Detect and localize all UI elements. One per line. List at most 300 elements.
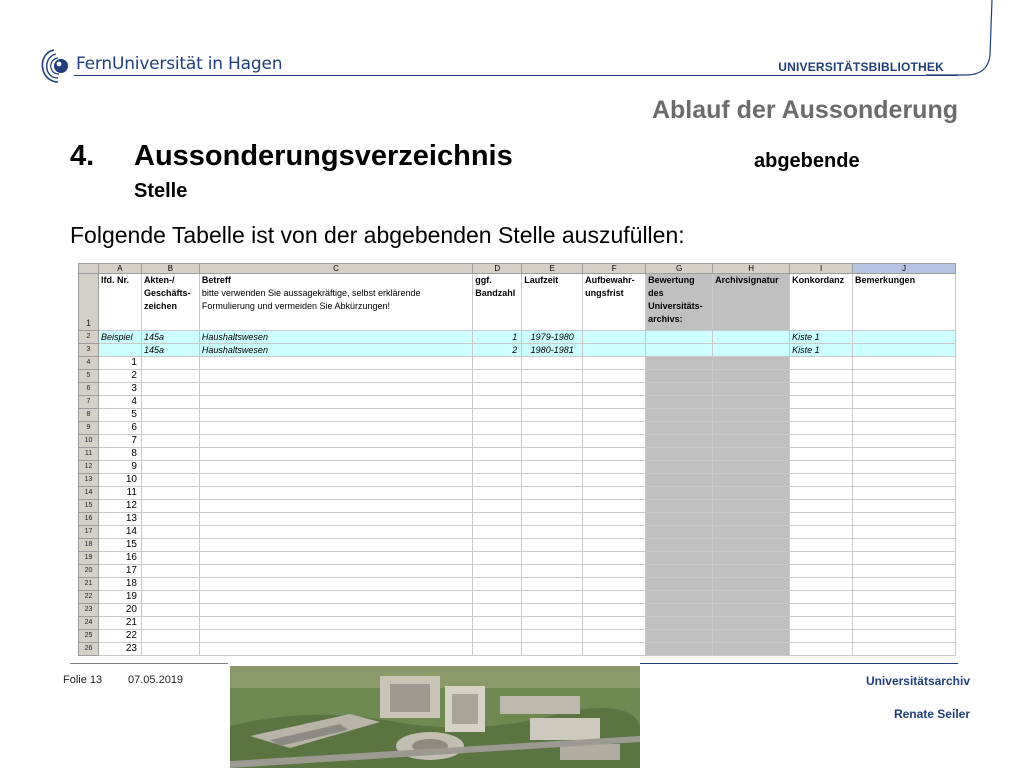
heading-tail-line1: abgebende [754, 150, 860, 172]
cell-i[interactable] [790, 474, 853, 487]
cell-i[interactable] [790, 409, 853, 422]
cell-h[interactable] [713, 526, 790, 539]
cell-g[interactable] [646, 331, 713, 344]
header-cell-konkordanz[interactable]: Konkordanz [790, 274, 853, 331]
cell-f[interactable] [583, 578, 646, 591]
cell-f[interactable] [583, 552, 646, 565]
cell-j[interactable] [853, 461, 956, 474]
cell-j[interactable] [853, 643, 956, 656]
row-number[interactable]: 3 [79, 344, 99, 357]
cell-j[interactable] [853, 500, 956, 513]
column-header[interactable]: D [473, 264, 522, 274]
cell-c[interactable] [199, 513, 472, 526]
cell-j[interactable] [853, 331, 956, 344]
row-number[interactable]: 23 [79, 604, 99, 617]
row-number[interactable]: 9 [79, 422, 99, 435]
cell-h[interactable] [713, 591, 790, 604]
cell-d[interactable] [473, 500, 522, 513]
cell-g[interactable] [646, 487, 713, 500]
cell-d[interactable] [473, 539, 522, 552]
cell-d[interactable] [473, 409, 522, 422]
cell-j[interactable] [853, 630, 956, 643]
cell-j[interactable] [853, 396, 956, 409]
select-all-corner[interactable] [79, 264, 99, 274]
row-number[interactable]: 5 [79, 370, 99, 383]
cell-b[interactable] [141, 474, 199, 487]
cell-b[interactable] [141, 487, 199, 500]
cell-i[interactable] [790, 604, 853, 617]
cell-e[interactable] [522, 435, 583, 448]
cell-c[interactable] [199, 461, 472, 474]
cell-e[interactable] [522, 617, 583, 630]
cell-i[interactable]: Kiste 1 [790, 331, 853, 344]
cell-a[interactable]: 1 [98, 357, 141, 370]
cell-j[interactable] [853, 487, 956, 500]
cell-d[interactable] [473, 578, 522, 591]
header-cell-betreff[interactable] [199, 274, 472, 331]
row-number[interactable]: 14 [79, 487, 99, 500]
cell-a[interactable]: 6 [98, 422, 141, 435]
cell-f[interactable] [583, 435, 646, 448]
cell-g[interactable] [646, 435, 713, 448]
cell-d[interactable] [473, 552, 522, 565]
row-number[interactable]: 1 [79, 274, 99, 331]
cell-f[interactable] [583, 357, 646, 370]
cell-f[interactable] [583, 604, 646, 617]
cell-f[interactable] [583, 370, 646, 383]
cell-h[interactable] [713, 422, 790, 435]
cell-f[interactable] [583, 331, 646, 344]
row-number[interactable]: 20 [79, 565, 99, 578]
cell-g[interactable] [646, 617, 713, 630]
row-number[interactable]: 16 [79, 513, 99, 526]
cell-i[interactable] [790, 461, 853, 474]
cell-c[interactable] [199, 409, 472, 422]
cell-h[interactable] [713, 370, 790, 383]
cell-b[interactable] [141, 422, 199, 435]
cell-e[interactable] [522, 474, 583, 487]
cell-b[interactable] [141, 409, 199, 422]
header-cell-bandzahl[interactable]: ggf. Bandzahl [473, 274, 522, 331]
cell-d[interactable] [473, 604, 522, 617]
cell-e[interactable] [522, 487, 583, 500]
header-cell-aktenzeichen[interactable]: Akten-/ Geschäfts-zeichen [141, 274, 199, 331]
cell-g[interactable] [646, 370, 713, 383]
cell-g[interactable] [646, 565, 713, 578]
cell-h[interactable] [713, 500, 790, 513]
cell-h[interactable] [713, 474, 790, 487]
cell-d[interactable] [473, 513, 522, 526]
cell-d[interactable] [473, 435, 522, 448]
cell-c[interactable] [199, 630, 472, 643]
cell-b[interactable] [141, 526, 199, 539]
cell-a[interactable]: 15 [98, 539, 141, 552]
cell-f[interactable] [583, 643, 646, 656]
cell-c[interactable] [199, 565, 472, 578]
cell-i[interactable] [790, 591, 853, 604]
cell-i[interactable] [790, 513, 853, 526]
cell-f[interactable] [583, 487, 646, 500]
cell-c[interactable] [199, 435, 472, 448]
cell-e[interactable] [522, 383, 583, 396]
cell-d[interactable] [473, 565, 522, 578]
cell-d[interactable] [473, 591, 522, 604]
column-header[interactable]: C [199, 264, 472, 274]
cell-h[interactable] [713, 565, 790, 578]
cell-d[interactable] [473, 630, 522, 643]
cell-c[interactable] [199, 604, 472, 617]
cell-a[interactable]: 10 [98, 474, 141, 487]
row-number[interactable]: 18 [79, 539, 99, 552]
cell-h[interactable] [713, 396, 790, 409]
cell-c[interactable] [199, 357, 472, 370]
cell-c[interactable] [199, 487, 472, 500]
cell-f[interactable] [583, 500, 646, 513]
cell-h[interactable] [713, 617, 790, 630]
cell-f[interactable] [583, 383, 646, 396]
cell-b[interactable] [141, 578, 199, 591]
cell-h[interactable] [713, 435, 790, 448]
cell-c[interactable] [199, 383, 472, 396]
cell-a[interactable]: 13 [98, 513, 141, 526]
column-header[interactable]: J [853, 264, 956, 274]
cell-i[interactable] [790, 422, 853, 435]
cell-c[interactable] [199, 591, 472, 604]
cell-e[interactable] [522, 565, 583, 578]
cell-h[interactable] [713, 487, 790, 500]
cell-g[interactable] [646, 591, 713, 604]
cell-i[interactable] [790, 487, 853, 500]
cell-h[interactable] [713, 331, 790, 344]
cell-i[interactable] [790, 578, 853, 591]
column-header[interactable]: E [522, 264, 583, 274]
cell-i[interactable] [790, 383, 853, 396]
cell-g[interactable] [646, 526, 713, 539]
cell-c[interactable] [199, 526, 472, 539]
cell-i[interactable] [790, 370, 853, 383]
cell-j[interactable] [853, 513, 956, 526]
cell-f[interactable] [583, 422, 646, 435]
cell-d[interactable] [473, 383, 522, 396]
cell-d[interactable] [473, 487, 522, 500]
row-number[interactable]: 25 [79, 630, 99, 643]
cell-e[interactable] [522, 500, 583, 513]
cell-a[interactable]: 20 [98, 604, 141, 617]
cell-a[interactable]: 22 [98, 630, 141, 643]
cell-d[interactable] [473, 422, 522, 435]
cell-j[interactable] [853, 383, 956, 396]
cell-g[interactable] [646, 500, 713, 513]
header-cell-bewertung[interactable]: Bewertung des Universitäts-archivs: [646, 274, 713, 331]
cell-f[interactable] [583, 461, 646, 474]
row-number[interactable]: 4 [79, 357, 99, 370]
cell-h[interactable] [713, 409, 790, 422]
column-header[interactable]: H [713, 264, 790, 274]
cell-g[interactable] [646, 539, 713, 552]
cell-j[interactable] [853, 422, 956, 435]
cell-b[interactable] [141, 513, 199, 526]
cell-f[interactable] [583, 409, 646, 422]
cell-b[interactable]: 145a [141, 331, 199, 344]
cell-g[interactable] [646, 578, 713, 591]
cell-g[interactable] [646, 383, 713, 396]
row-number[interactable]: 24 [79, 617, 99, 630]
cell-d[interactable] [473, 643, 522, 656]
cell-d[interactable]: 1 [473, 331, 522, 344]
row-number[interactable]: 2 [79, 331, 99, 344]
cell-i[interactable] [790, 396, 853, 409]
cell-h[interactable] [713, 461, 790, 474]
header-cell-bemerkungen[interactable]: Bemerkungen [853, 274, 956, 331]
row-number[interactable]: 6 [79, 383, 99, 396]
cell-i[interactable] [790, 630, 853, 643]
cell-b[interactable] [141, 435, 199, 448]
cell-b[interactable] [141, 461, 199, 474]
cell-c[interactable]: Haushaltswesen [199, 344, 472, 357]
cell-j[interactable] [853, 435, 956, 448]
row-number[interactable]: 12 [79, 461, 99, 474]
cell-a[interactable]: 4 [98, 396, 141, 409]
header-rule [74, 75, 958, 76]
cell-e[interactable] [522, 357, 583, 370]
cell-e[interactable] [522, 461, 583, 474]
row-number[interactable]: 17 [79, 526, 99, 539]
cell-f[interactable] [583, 474, 646, 487]
cell-f[interactable] [583, 539, 646, 552]
cell-e[interactable] [522, 604, 583, 617]
cell-f[interactable] [583, 513, 646, 526]
cell-h[interactable] [713, 357, 790, 370]
column-header[interactable]: B [141, 264, 199, 274]
cell-a[interactable]: 9 [98, 461, 141, 474]
cell-g[interactable] [646, 344, 713, 357]
cell-a[interactable]: 7 [98, 435, 141, 448]
cell-h[interactable] [713, 643, 790, 656]
row-number[interactable]: 11 [79, 448, 99, 461]
cell-j[interactable] [853, 604, 956, 617]
cell-a[interactable]: 14 [98, 526, 141, 539]
cell-b[interactable] [141, 643, 199, 656]
column-header[interactable]: I [790, 264, 853, 274]
cell-i[interactable] [790, 526, 853, 539]
cell-g[interactable] [646, 422, 713, 435]
cell-e[interactable] [522, 643, 583, 656]
cell-a[interactable]: 19 [98, 591, 141, 604]
cell-e[interactable]: 1979-1980 [522, 331, 583, 344]
cell-f[interactable] [583, 344, 646, 357]
row-number[interactable]: 21 [79, 578, 99, 591]
cell-b[interactable] [141, 591, 199, 604]
cell-d[interactable] [473, 461, 522, 474]
header-cell-archivsignatur[interactable]: Archivsignatur [713, 274, 790, 331]
header-cell-aufbewahrungsfrist[interactable]: Aufbewahr-ungsfrist [583, 274, 646, 331]
row-number[interactable]: 19 [79, 552, 99, 565]
cell-j[interactable] [853, 552, 956, 565]
cell-d[interactable] [473, 396, 522, 409]
cell-b[interactable]: 145a [141, 344, 199, 357]
cell-j[interactable] [853, 409, 956, 422]
cell-a[interactable]: 3 [98, 383, 141, 396]
cell-c[interactable] [199, 500, 472, 513]
cell-j[interactable] [853, 591, 956, 604]
cell-d[interactable] [473, 474, 522, 487]
cell-g[interactable] [646, 604, 713, 617]
cell-j[interactable] [853, 474, 956, 487]
cell-b[interactable] [141, 396, 199, 409]
cell-c[interactable] [199, 396, 472, 409]
cell-b[interactable] [141, 552, 199, 565]
cell-i[interactable] [790, 617, 853, 630]
cell-i[interactable] [790, 435, 853, 448]
cell-c[interactable] [199, 370, 472, 383]
row-number[interactable]: 10 [79, 435, 99, 448]
row-number[interactable]: 26 [79, 643, 99, 656]
cell-d[interactable] [473, 448, 522, 461]
cell-b[interactable] [141, 500, 199, 513]
cell-g[interactable] [646, 357, 713, 370]
cell-g[interactable] [646, 643, 713, 656]
cell-c[interactable] [199, 539, 472, 552]
cell-c[interactable] [199, 422, 472, 435]
cell-i[interactable] [790, 448, 853, 461]
cell-d[interactable]: 2 [473, 344, 522, 357]
cell-h[interactable] [713, 604, 790, 617]
cell-e[interactable] [522, 370, 583, 383]
cell-e[interactable] [522, 396, 583, 409]
cell-f[interactable] [583, 617, 646, 630]
cell-f[interactable] [583, 396, 646, 409]
cell-j[interactable] [853, 448, 956, 461]
header-cell-lfd-nr[interactable]: lfd. Nr. [98, 274, 141, 331]
cell-c[interactable] [199, 474, 472, 487]
column-header[interactable]: G [646, 264, 713, 274]
cell-g[interactable] [646, 461, 713, 474]
cell-j[interactable] [853, 344, 956, 357]
cell-a[interactable]: 16 [98, 552, 141, 565]
cell-i[interactable] [790, 643, 853, 656]
cell-b[interactable] [141, 539, 199, 552]
cell-f[interactable] [583, 630, 646, 643]
cell-c[interactable] [199, 552, 472, 565]
column-header[interactable]: F [583, 264, 646, 274]
cell-b[interactable] [141, 370, 199, 383]
cell-b[interactable] [141, 630, 199, 643]
cell-a[interactable]: Beispiel [98, 331, 141, 344]
cell-g[interactable] [646, 630, 713, 643]
cell-g[interactable] [646, 409, 713, 422]
row-number[interactable]: 15 [79, 500, 99, 513]
cell-c[interactable] [199, 617, 472, 630]
cell-f[interactable] [583, 448, 646, 461]
cell-e[interactable] [522, 526, 583, 539]
row-number[interactable]: 8 [79, 409, 99, 422]
cell-f[interactable] [583, 526, 646, 539]
cell-h[interactable] [713, 578, 790, 591]
cell-j[interactable] [853, 565, 956, 578]
cell-a[interactable]: 21 [98, 617, 141, 630]
cell-b[interactable] [141, 383, 199, 396]
cell-d[interactable] [473, 370, 522, 383]
cell-c[interactable] [199, 643, 472, 656]
cell-b[interactable] [141, 448, 199, 461]
cell-a[interactable]: 23 [98, 643, 141, 656]
cell-i[interactable] [790, 552, 853, 565]
column-header[interactable]: A [98, 264, 141, 274]
cell-c[interactable]: Haushaltswesen [199, 331, 472, 344]
cell-e[interactable] [522, 448, 583, 461]
cell-h[interactable] [713, 344, 790, 357]
cell-e[interactable] [522, 630, 583, 643]
cell-j[interactable] [853, 526, 956, 539]
header-cell-laufzeit[interactable]: Laufzeit [522, 274, 583, 331]
cell-c[interactable] [199, 578, 472, 591]
cell-f[interactable] [583, 565, 646, 578]
cell-b[interactable] [141, 565, 199, 578]
cell-i[interactable] [790, 565, 853, 578]
cell-i[interactable]: Kiste 1 [790, 344, 853, 357]
cell-d[interactable] [473, 526, 522, 539]
cell-a[interactable]: 11 [98, 487, 141, 500]
intro-text: Folgende Tabelle ist von der abgebenden Stelle auszufüllen: [70, 222, 685, 248]
cell-g[interactable] [646, 474, 713, 487]
cell-h[interactable] [713, 383, 790, 396]
cell-d[interactable] [473, 617, 522, 630]
cell-e[interactable] [522, 513, 583, 526]
cell-e[interactable] [522, 422, 583, 435]
cell-e[interactable] [522, 578, 583, 591]
cell-f[interactable] [583, 591, 646, 604]
cell-h[interactable] [713, 539, 790, 552]
cell-e[interactable] [522, 552, 583, 565]
cell-g[interactable] [646, 448, 713, 461]
cell-g[interactable] [646, 396, 713, 409]
row-number[interactable]: 7 [79, 396, 99, 409]
cell-h[interactable] [713, 552, 790, 565]
cell-a[interactable]: 12 [98, 500, 141, 513]
cell-e[interactable]: 1980-1981 [522, 344, 583, 357]
cell-a[interactable]: 17 [98, 565, 141, 578]
cell-c[interactable] [199, 448, 472, 461]
cell-e[interactable] [522, 591, 583, 604]
cell-b[interactable] [141, 604, 199, 617]
cell-j[interactable] [853, 539, 956, 552]
cell-a[interactable]: 2 [98, 370, 141, 383]
cell-a[interactable]: 8 [98, 448, 141, 461]
cell-h[interactable] [713, 448, 790, 461]
cell-g[interactable] [646, 552, 713, 565]
cell-i[interactable] [790, 357, 853, 370]
cell-e[interactable] [522, 539, 583, 552]
cell-j[interactable] [853, 617, 956, 630]
cell-i[interactable] [790, 500, 853, 513]
cell-d[interactable] [473, 357, 522, 370]
cell-e[interactable] [522, 409, 583, 422]
cell-b[interactable] [141, 357, 199, 370]
cell-a[interactable]: 5 [98, 409, 141, 422]
cell-a[interactable] [98, 344, 141, 357]
cell-b[interactable] [141, 617, 199, 630]
cell-i[interactable] [790, 539, 853, 552]
cell-a[interactable]: 18 [98, 578, 141, 591]
row-number[interactable]: 22 [79, 591, 99, 604]
row-number[interactable]: 13 [79, 474, 99, 487]
cell-g[interactable] [646, 513, 713, 526]
cell-j[interactable] [853, 578, 956, 591]
cell-h[interactable] [713, 630, 790, 643]
cell-h[interactable] [713, 513, 790, 526]
cell-j[interactable] [853, 370, 956, 383]
cell-j[interactable] [853, 357, 956, 370]
